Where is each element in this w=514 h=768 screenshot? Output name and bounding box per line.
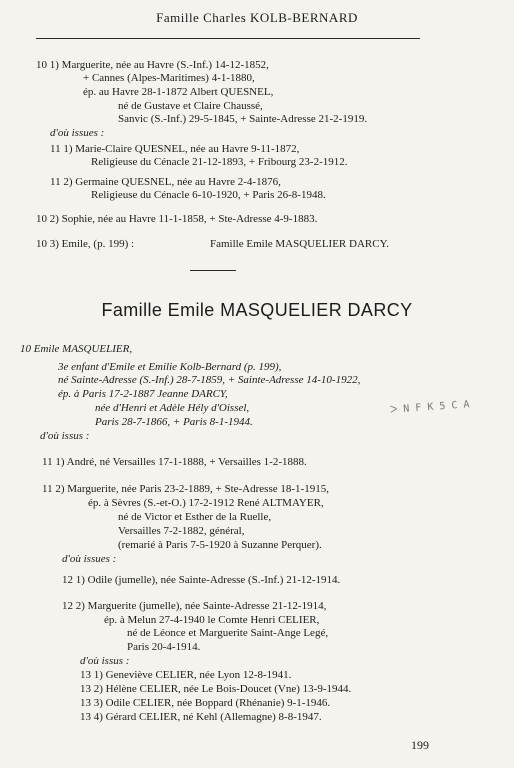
entry-line: d'où issues : (50, 127, 105, 139)
entry-line: Versailles 7-2-1882, général, (118, 525, 245, 537)
section-separator (190, 270, 236, 271)
handwritten-annotation: ᐳ N F K 5 C A (389, 399, 470, 416)
running-header: Famille Charles KOLB-BERNARD (156, 10, 358, 25)
entry-line: né de Victor et Esther de la Ruelle, (118, 511, 272, 523)
entry-line: Religieuse du Cénacle 6-10-1920, + Paris 26-8-1948. (91, 189, 326, 201)
entry-line: Religieuse du Cénacle 21-12-1893, + Fribourg 23-2-1912. (91, 156, 348, 168)
entry-line: née d'Henri et Adèle Hély d'Oissel, (95, 402, 250, 414)
entry-line: né de Léonce et Marguerite Saint-Ange Legé, (127, 627, 329, 639)
entry-line: 10 Emile MASQUELIER, (20, 343, 133, 355)
entry-line: 12 2) Marguerite (jumelle), née Sainte-Adresse 21-12-1914, (62, 600, 327, 612)
entry-line: 10 1) Marguerite, née au Havre (S.-Inf.) 14-12-1852, (36, 59, 269, 71)
entry-line: ép. au Havre 28-1-1872 Albert QUESNEL, (83, 86, 274, 98)
entry-line: 12 1) Odile (jumelle), née Sainte-Adresse (S.-Inf.) 21-12-1914. (62, 574, 341, 586)
cross-reference: Famille Emile MASQUELIER DARCY. (210, 238, 389, 250)
entry-line: 3e enfant d'Emile et Emilie Kolb-Bernard (p. 199), (58, 361, 282, 373)
entry-line: 13 1) Geneviève CELIER, née Lyon 12-8-1941. (80, 669, 292, 681)
entry-line: d'où issus : (40, 430, 90, 442)
header-rule (36, 38, 420, 39)
page-number: 199 (411, 738, 429, 752)
entry-line: (remarié à Paris 7-5-1920 à Suzanne Perquer). (118, 539, 322, 551)
entry-line: Paris 20-4-1914. (127, 641, 201, 653)
entry-line: 11 2) Germaine QUESNEL, née au Havre 2-4-1876, (50, 176, 281, 188)
entry-line: né de Gustave et Claire Chaussé, (118, 100, 263, 112)
entry-line: 10 2) Sophie, née au Havre 11-1-1858, + Ste-Adresse 4-9-1883. (36, 213, 318, 225)
entry-line: 11 1) Marie-Claire QUESNEL, née au Havre 9-11-1872, (50, 143, 300, 155)
entry-line: d'où issus : (80, 655, 130, 667)
entry-line: ép. à Melun 27-4-1940 le Comte Henri CELIER, (104, 614, 320, 626)
entry-line: ép. à Paris 17-2-1887 Jeanne DARCY, (58, 388, 228, 400)
entry-line: ép. à Sèvres (S.-et-O.) 17-2-1912 René ALTMAYER, (88, 497, 324, 509)
entry-line: 11 1) André, né Versailles 17-1-1888, + Versailles 1-2-1888. (42, 456, 307, 468)
entry-line: 13 2) Hélène CELIER, née Le Bois-Doucet (Vne) 13-9-1944. (80, 683, 352, 695)
entry-line: Sanvic (S.-Inf.) 29-5-1845, + Sainte-Adresse 21-2-1919. (118, 113, 368, 125)
entry-line: + Cannes (Alpes-Maritimes) 4-1-1880, (83, 72, 255, 84)
section-title: Famille Emile MASQUELIER DARCY (101, 300, 413, 320)
entry-line: Paris 28-7-1866, + Paris 8-1-1944. (95, 416, 253, 428)
entry-line: d'où issues : (62, 553, 117, 565)
entry-line: 13 3) Odile CELIER, née Boppard (Rhénanie) 9-1-1946. (80, 697, 331, 709)
entry-line: né Sainte-Adresse (S.-Inf.) 28-7-1859, + Sainte-Adresse 14-10-1922, (58, 374, 361, 386)
entry-line: 11 2) Marguerite, née Paris 23-2-1889, + Ste-Adresse 18-1-1915, (42, 483, 329, 495)
entry-line: 13 4) Gérard CELIER, né Kehl (Allemagne) 8-8-1947. (80, 711, 322, 723)
entry-line: 10 3) Emile, (p. 199) : (36, 238, 135, 250)
